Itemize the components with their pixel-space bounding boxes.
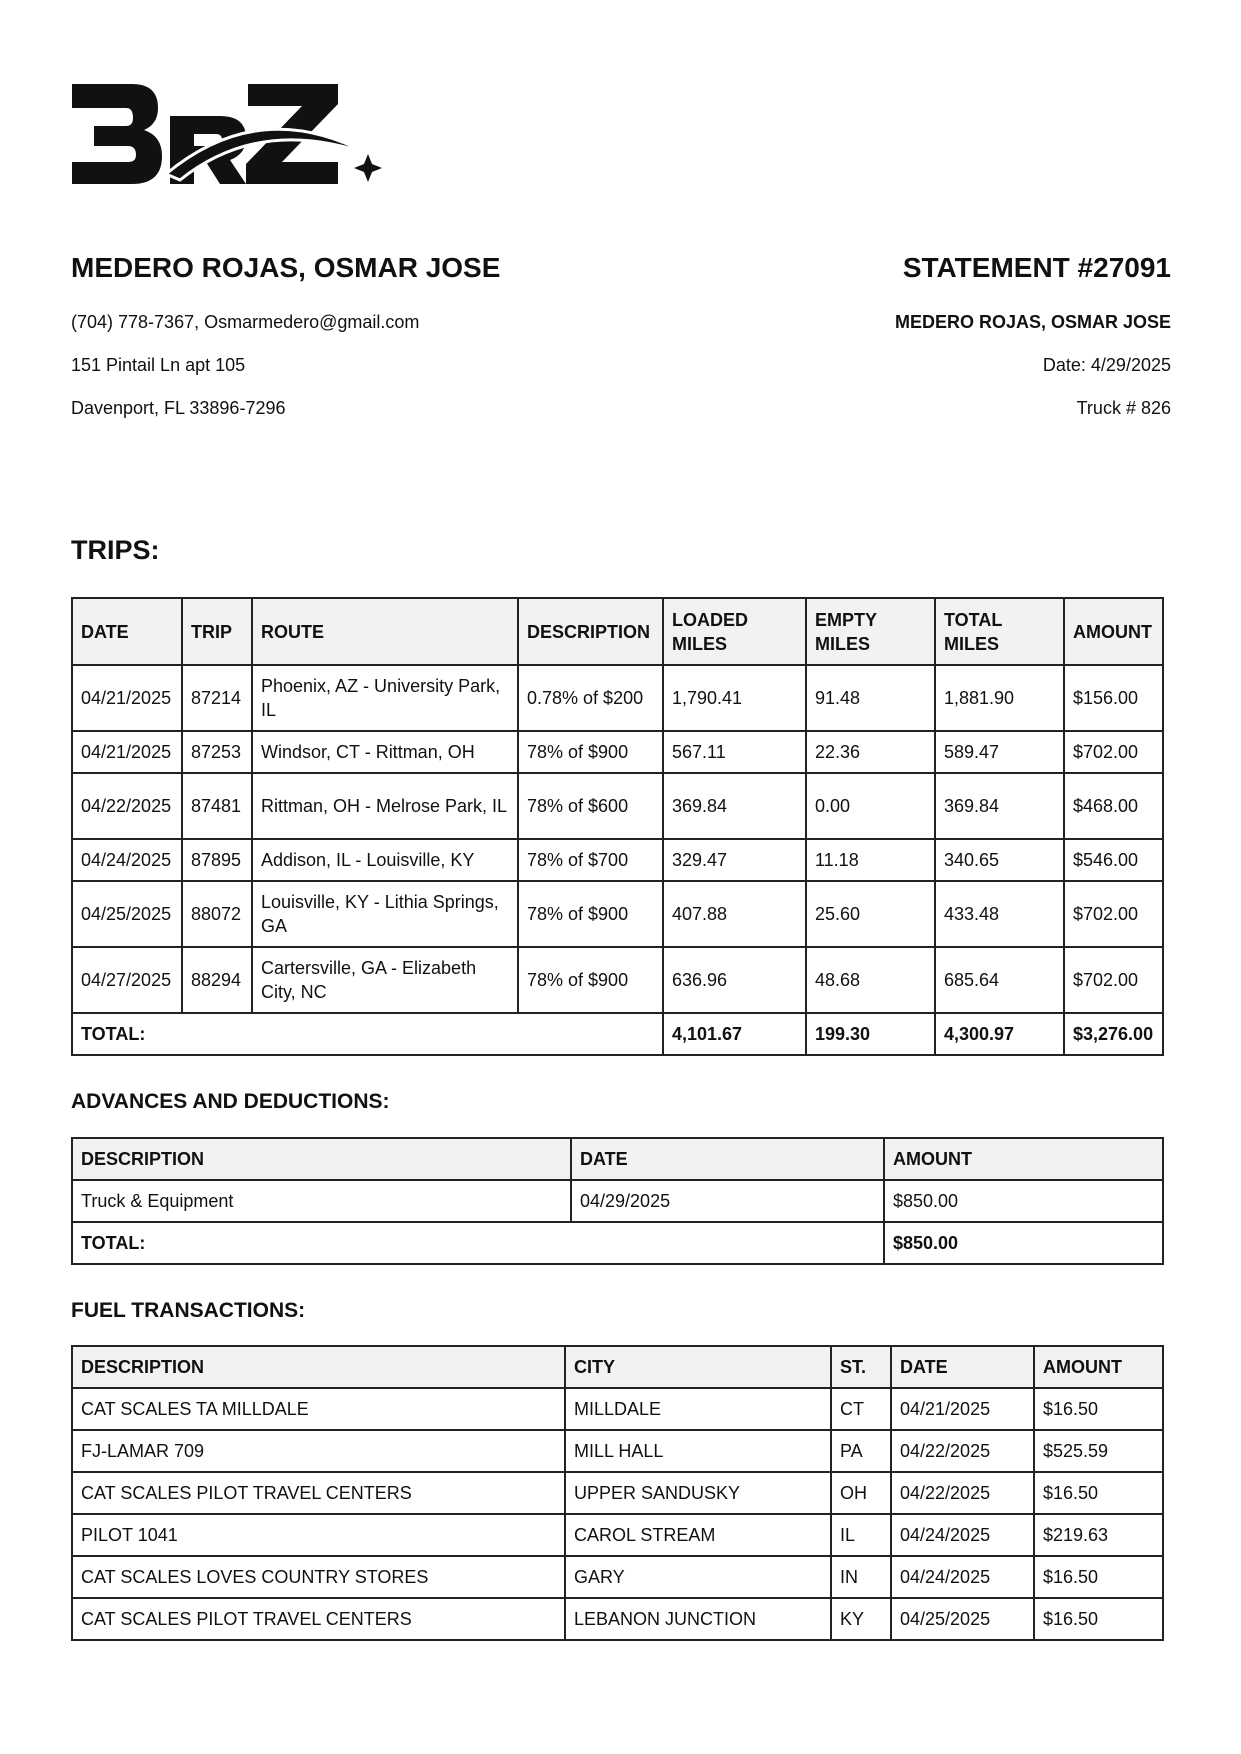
advances-table (71, 1137, 1164, 1265)
fuel-date: 04/22/2025 (891, 1430, 1034, 1472)
trip-empty-miles: 25.60 (806, 881, 935, 947)
trip-route: Cartersville, GA - Elizabeth City, NC (252, 947, 518, 1013)
trip-amount: $702.00 (1064, 881, 1163, 947)
fuel-amount: $16.50 (1034, 1598, 1163, 1640)
table-row (72, 1430, 1163, 1472)
fuel-state: CT (831, 1388, 891, 1430)
trip-amount: $546.00 (1064, 839, 1163, 881)
table-row (72, 773, 1163, 839)
trips-heading: TRIPS: (71, 535, 160, 565)
statement-name: MEDERO ROJAS, OSMAR JOSE (894, 312, 1171, 332)
trips-total-label: TOTAL: (72, 1013, 663, 1055)
trip-description: 78% of $600 (518, 773, 663, 839)
table-row (72, 1388, 1163, 1430)
col-header-description: DESCRIPTION (518, 598, 663, 665)
advances-heading: ADVANCES AND DEDUCTIONS: (71, 1090, 390, 1113)
fuel-date: 04/25/2025 (891, 1598, 1034, 1640)
fuel-table (71, 1345, 1164, 1641)
fuel-description: FJ-LAMAR 709 (72, 1430, 565, 1472)
fuel-state: OH (831, 1472, 891, 1514)
trip-number: 87253 (182, 731, 252, 773)
trip-loaded-miles: 329.47 (663, 839, 806, 881)
trips-total-amount: $3,276.00 (1064, 1013, 1163, 1055)
col-header-route: ROUTE (252, 598, 518, 665)
advance-date: 04/29/2025 (571, 1180, 884, 1222)
trip-date: 04/21/2025 (72, 665, 182, 731)
trip-number: 87214 (182, 665, 252, 731)
fuel-amount: $16.50 (1034, 1388, 1163, 1430)
trip-total-miles: 1,881.90 (935, 665, 1064, 731)
fuel-description: CAT SCALES TA MILLDALE (72, 1388, 565, 1430)
trip-amount: $156.00 (1064, 665, 1163, 731)
col-header-description: DESCRIPTION (72, 1138, 571, 1180)
statement-date: Date: 4/29/2025 (1042, 355, 1171, 375)
trip-loaded-miles: 369.84 (663, 773, 806, 839)
col-header-city: CITY (565, 1346, 831, 1388)
trip-number: 87481 (182, 773, 252, 839)
fuel-date: 04/24/2025 (891, 1556, 1034, 1598)
trip-total-miles: 433.48 (935, 881, 1064, 947)
fuel-amount: $16.50 (1034, 1556, 1163, 1598)
trip-date: 04/21/2025 (72, 731, 182, 773)
col-header-amount: AMOUNT (1034, 1346, 1163, 1388)
fuel-description: CAT SCALES LOVES COUNTRY STORES (72, 1556, 565, 1598)
table-row (72, 947, 1163, 1013)
trip-description: 78% of $700 (518, 839, 663, 881)
fuel-city: MILLDALE (565, 1388, 831, 1430)
trips-table (71, 597, 1164, 1056)
fuel-city: GARY (565, 1556, 831, 1598)
trip-empty-miles: 22.36 (806, 731, 935, 773)
fuel-state: IL (831, 1514, 891, 1556)
col-header-date: DATE (571, 1138, 884, 1180)
driver-contact: (704) 778-7367, Osmarmedero@gmail.com (71, 312, 420, 332)
fuel-date: 04/22/2025 (891, 1472, 1034, 1514)
fuel-city: MILL HALL (565, 1430, 831, 1472)
trip-total-miles: 340.65 (935, 839, 1064, 881)
statement-truck: Truck # 826 (1076, 398, 1171, 418)
trip-total-miles: 685.64 (935, 947, 1064, 1013)
advances-total-row (72, 1222, 1163, 1264)
table-row (72, 731, 1163, 773)
trips-total-empty: 199.30 (806, 1013, 935, 1055)
advance-amount: $850.00 (884, 1180, 1163, 1222)
trip-loaded-miles: 407.88 (663, 881, 806, 947)
trip-number: 88072 (182, 881, 252, 947)
trip-empty-miles: 11.18 (806, 839, 935, 881)
trip-amount: $468.00 (1064, 773, 1163, 839)
brz-logo (70, 76, 382, 196)
col-header-description: DESCRIPTION (72, 1346, 565, 1388)
fuel-state: KY (831, 1598, 891, 1640)
fuel-date: 04/21/2025 (891, 1388, 1034, 1430)
trips-total-miles: 4,300.97 (935, 1013, 1064, 1055)
col-header-amount: AMOUNT (884, 1138, 1163, 1180)
col-header-date: DATE (72, 598, 182, 665)
col-header-trip: TRIP (182, 598, 252, 665)
table-row (72, 1472, 1163, 1514)
col-header-state: ST. (831, 1346, 891, 1388)
trip-description: 0.78% of $200 (518, 665, 663, 731)
trip-total-miles: 589.47 (935, 731, 1064, 773)
advances-header-row (72, 1138, 1163, 1180)
trip-empty-miles: 91.48 (806, 665, 935, 731)
fuel-city: CAROL STREAM (565, 1514, 831, 1556)
advance-description: Truck & Equipment (72, 1180, 571, 1222)
fuel-heading: FUEL TRANSACTIONS: (71, 1299, 306, 1322)
col-header-date: DATE (891, 1346, 1034, 1388)
fuel-header-row (72, 1346, 1163, 1388)
fuel-amount: $525.59 (1034, 1430, 1163, 1472)
trip-route: Rittman, OH - Melrose Park, IL (252, 773, 518, 839)
fuel-description: PILOT 1041 (72, 1514, 565, 1556)
col-header-total-miles: TOTAL MILES (935, 598, 1064, 665)
trip-loaded-miles: 1,790.41 (663, 665, 806, 731)
trip-route: Louisville, KY - Lithia Springs, GA (252, 881, 518, 947)
table-row (72, 1598, 1163, 1640)
fuel-description: CAT SCALES PILOT TRAVEL CENTERS (72, 1598, 565, 1640)
fuel-state: PA (831, 1430, 891, 1472)
trips-header-row (72, 598, 1163, 665)
trip-number: 88294 (182, 947, 252, 1013)
fuel-date: 04/24/2025 (891, 1514, 1034, 1556)
trip-route: Phoenix, AZ - University Park, IL (252, 665, 518, 731)
trip-description: 78% of $900 (518, 731, 663, 773)
table-row (72, 665, 1163, 731)
driver-address-line1: 151 Pintail Ln apt 105 (71, 355, 246, 375)
trips-total-loaded: 4,101.67 (663, 1013, 806, 1055)
fuel-state: IN (831, 1556, 891, 1598)
trip-date: 04/25/2025 (72, 881, 182, 947)
trip-loaded-miles: 567.11 (663, 731, 806, 773)
trip-route: Windsor, CT - Rittman, OH (252, 731, 518, 773)
trip-loaded-miles: 636.96 (663, 947, 806, 1013)
trip-amount: $702.00 (1064, 731, 1163, 773)
col-header-empty-miles: EMPTY MILES (806, 598, 935, 665)
fuel-amount: $219.63 (1034, 1514, 1163, 1556)
trip-empty-miles: 0.00 (806, 773, 935, 839)
trip-empty-miles: 48.68 (806, 947, 935, 1013)
table-row (72, 1180, 1163, 1222)
trip-description: 78% of $900 (518, 947, 663, 1013)
trip-amount: $702.00 (1064, 947, 1163, 1013)
table-row (72, 839, 1163, 881)
trip-route: Addison, IL - Louisville, KY (252, 839, 518, 881)
statement-title: STATEMENT #27091 (902, 252, 1171, 283)
trip-date: 04/24/2025 (72, 839, 182, 881)
table-row (72, 881, 1163, 947)
fuel-description: CAT SCALES PILOT TRAVEL CENTERS (72, 1472, 565, 1514)
trip-description: 78% of $900 (518, 881, 663, 947)
driver-address-line2: Davenport, FL 33896-7296 (71, 398, 286, 418)
advances-total-label: TOTAL: (72, 1222, 884, 1264)
col-header-amount: AMOUNT (1064, 598, 1163, 665)
advances-total-amount: $850.00 (884, 1222, 1163, 1264)
trips-total-row (72, 1013, 1163, 1055)
trip-date: 04/27/2025 (72, 947, 182, 1013)
trip-total-miles: 369.84 (935, 773, 1064, 839)
trip-date: 04/22/2025 (72, 773, 182, 839)
fuel-city: UPPER SANDUSKY (565, 1472, 831, 1514)
trip-number: 87895 (182, 839, 252, 881)
col-header-loaded-miles: LOADED MILES (663, 598, 806, 665)
table-row (72, 1556, 1163, 1598)
table-row (72, 1514, 1163, 1556)
driver-name: MEDERO ROJAS, OSMAR JOSE (71, 252, 501, 283)
fuel-city: LEBANON JUNCTION (565, 1598, 831, 1640)
fuel-amount: $16.50 (1034, 1472, 1163, 1514)
